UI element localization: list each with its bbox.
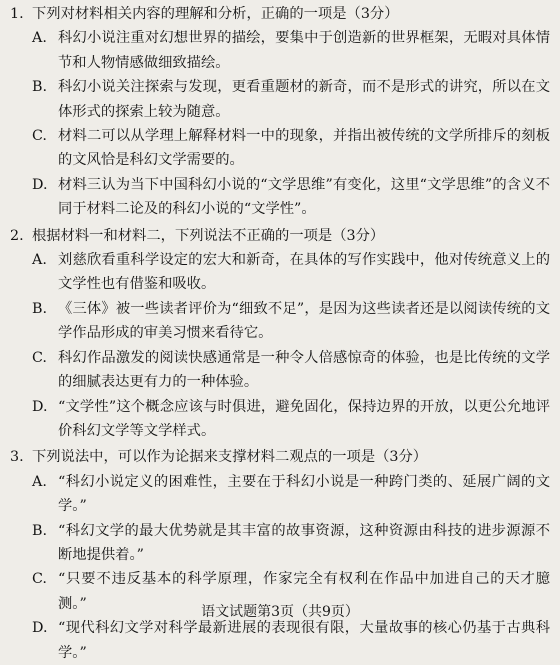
option-label: C. xyxy=(32,128,47,145)
option-label: D. xyxy=(32,398,48,415)
question-stem xyxy=(10,2,550,26)
question-number: 3. xyxy=(10,449,24,466)
option-d xyxy=(32,173,550,222)
option-text: “现代科幻文学对科学最新进展的表现很有限，大量故事的核心仍基于古典科学。” xyxy=(58,620,550,661)
page-footer: 语文试题第3页（共9页） xyxy=(201,604,359,620)
option-d xyxy=(32,395,550,444)
question-text: 根据材料一和材料二，下列说法不正确的一项是（3分） xyxy=(32,227,385,244)
option-a xyxy=(32,248,550,297)
option-text: 材料二可以从学理上解释材料一中的现象，并指出被传统的文学所排斥的刻板的文风恰是科幻文学需要的。 xyxy=(58,128,550,169)
option-text: 科幻小说关注探索与发现，更看重题材的新奇，而不是形式的讲究，所以在文体形式的探索上较为随意。 xyxy=(58,79,550,120)
option-b xyxy=(32,75,550,124)
option-a xyxy=(32,26,550,75)
option-b xyxy=(32,519,550,568)
option-text: “文学性”这个概念应该与时俱进，避免固化，保持边界的开放，以更公允地评价科幻文学等文学样式。 xyxy=(58,398,550,439)
option-label: A. xyxy=(32,30,47,47)
option-label: C. xyxy=(32,349,47,366)
option-b xyxy=(32,297,550,346)
option-c xyxy=(32,124,550,173)
option-text: “科幻文学的最大优势就是其丰富的故事资源，这种资源由科技的进步源源不断地提供着。” xyxy=(58,522,550,563)
question-text: 下列对材料相关内容的理解和分析，正确的一项是（3分） xyxy=(32,6,399,22)
option-text: “科幻小说定义的困难性，主要在于科幻小说是一种跨门类的、延展广阔的文学。” xyxy=(58,473,550,515)
option-text: 《三体》被一些读者评价为“细致不足”，是因为这些读者还是以阅读传统的文学作品形成的审美习惯来看待它。 xyxy=(58,300,550,342)
option-label: B. xyxy=(32,79,48,96)
option-text: “只要不违反基本的科学原理，作家完全有权利在作品中加进自己的天才臆测。” xyxy=(58,571,550,612)
option-c xyxy=(32,346,550,395)
option-label: C. xyxy=(32,571,47,588)
question-number: 2. xyxy=(10,227,24,244)
option-label: A. xyxy=(32,252,47,269)
option-text: 科幻小说注重对幻想世界的描绘，要集中于创造新的世界框架，无暇对具体情节和人物情感做细致描绘。 xyxy=(58,30,550,71)
question-stem xyxy=(10,445,550,469)
option-label: B. xyxy=(32,300,48,317)
option-text: 材料三认为当下中国科幻小说的“文学思维”有变化，这里“文学思维”的含义不同于材料二论及的科幻小说的“文学性”。 xyxy=(58,176,550,218)
question-2 xyxy=(10,224,550,444)
option-label: D. xyxy=(32,176,48,193)
option-label: B. xyxy=(32,522,48,539)
option-label: D. xyxy=(32,620,48,637)
option-a xyxy=(32,470,550,519)
question-stem xyxy=(10,224,550,248)
option-label: A. xyxy=(32,473,47,490)
question-number: 1. xyxy=(10,6,24,22)
option-text: 刘慈欣看重科学设定的宏大和新奇，在具体的写作实践中，他对传统意义上的文学性也有借鉴和吸收。 xyxy=(58,252,550,293)
question-3 xyxy=(10,445,550,665)
question-1 xyxy=(10,2,550,222)
option-text: 科幻作品激发的阅读快感通常是一种令人倍感惊奇的体验，也是比传统的文学的细腻表达更有力的一种体验。 xyxy=(58,349,550,391)
question-text: 下列说法中，可以作为论据来支撑材料二观点的一项是（3分） xyxy=(32,449,428,466)
